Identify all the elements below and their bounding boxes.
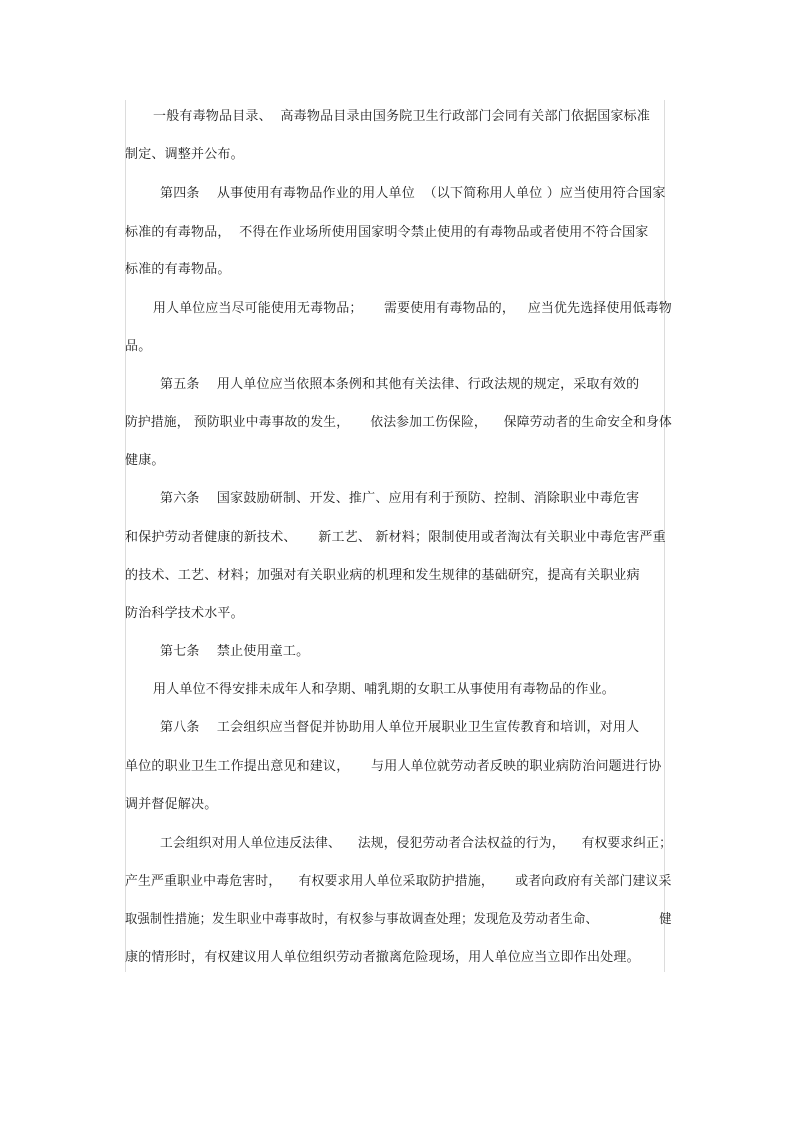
text-line-23: 康的情形时，有权建议用人单位组织劳动者撤离危险现场，用人单位应当立即作出处理。 (125, 950, 640, 965)
text-line-22: 取强制性措施；发生职业中毒事故时，有权参与事故调查处理；发现危及劳动者生命、 健 (125, 912, 672, 927)
text-line-15: 第七条 禁止使用童工。 (160, 644, 310, 659)
text-line-5: 标准的有毒物品。 (125, 262, 231, 277)
text-line-6: 用人单位应当尽可能使用无毒物品； 需要使用有毒物品的， 应当优先选择使用低毒物 (153, 301, 672, 316)
text-line-20: 工会组织对用人单位违反法律、 法规，侵犯劳动者合法权益的行为， 有权要求纠正； (160, 836, 673, 851)
text-line-21: 产生严重职业中毒危害时， 有权要求用人单位采取防护措施， 或者向政府有关部门建议采 (125, 874, 672, 889)
text-line-8: 第五条 用人单位应当依照本条例和其他有关法律、行政法规的规定，采取有效的 (160, 377, 640, 392)
text-line-4: 标准的有毒物品， 不得在作业场所使用国家明令禁止使用的有毒物品或者使用不符合国家 (125, 225, 649, 240)
text-line-18: 单位的职业卫生工作提出意见和建议， 与用人单位就劳动者反映的职业病防治问题进行协 (125, 759, 662, 774)
text-line-11: 第六条 国家鼓励研制、开发、推广、应用有利于预防、控制、消除职业中毒危害 (160, 491, 640, 506)
text-line-16: 用人单位不得安排未成年人和孕期、哺乳期的女职工从事使用有毒物品的作业。 (153, 682, 616, 697)
text-line-10: 健康。 (125, 453, 165, 468)
text-line-2: 制定、调整并公布。 (125, 147, 244, 162)
text-line-13: 的技术、工艺、材料；加强对有关职业病的机理和发生规律的基础研究，提高有关职业病 (125, 568, 640, 583)
text-line-9: 防护措施， 预防职业中毒事故的发生， 依法参加工伤保险， 保障劳动者的生命安全和身体 (125, 415, 672, 430)
text-line-3: 第四条 从事使用有毒物品作业的用人单位 （以下简称用人单位 ）应当使用符合国家 (160, 186, 666, 201)
text-line-1: 一般有毒物品目录、 高毒物品目录由国务院卫生行政部门会同有关部门依据国家标准 (153, 109, 651, 124)
text-line-14: 防治科学技术水平。 (125, 606, 244, 621)
text-line-17: 第八条 工会组织应当督促并协助用人单位开展职业卫生宣传教育和培训，对用人 (160, 720, 640, 735)
text-line-19: 调并督促解决。 (125, 797, 218, 812)
text-line-12: 和保护劳动者健康的新技术、 新工艺、 新材料；限制使用或者淘汰有关职业中毒危害严重 (125, 530, 666, 545)
text-line-7: 品。 (125, 339, 152, 354)
